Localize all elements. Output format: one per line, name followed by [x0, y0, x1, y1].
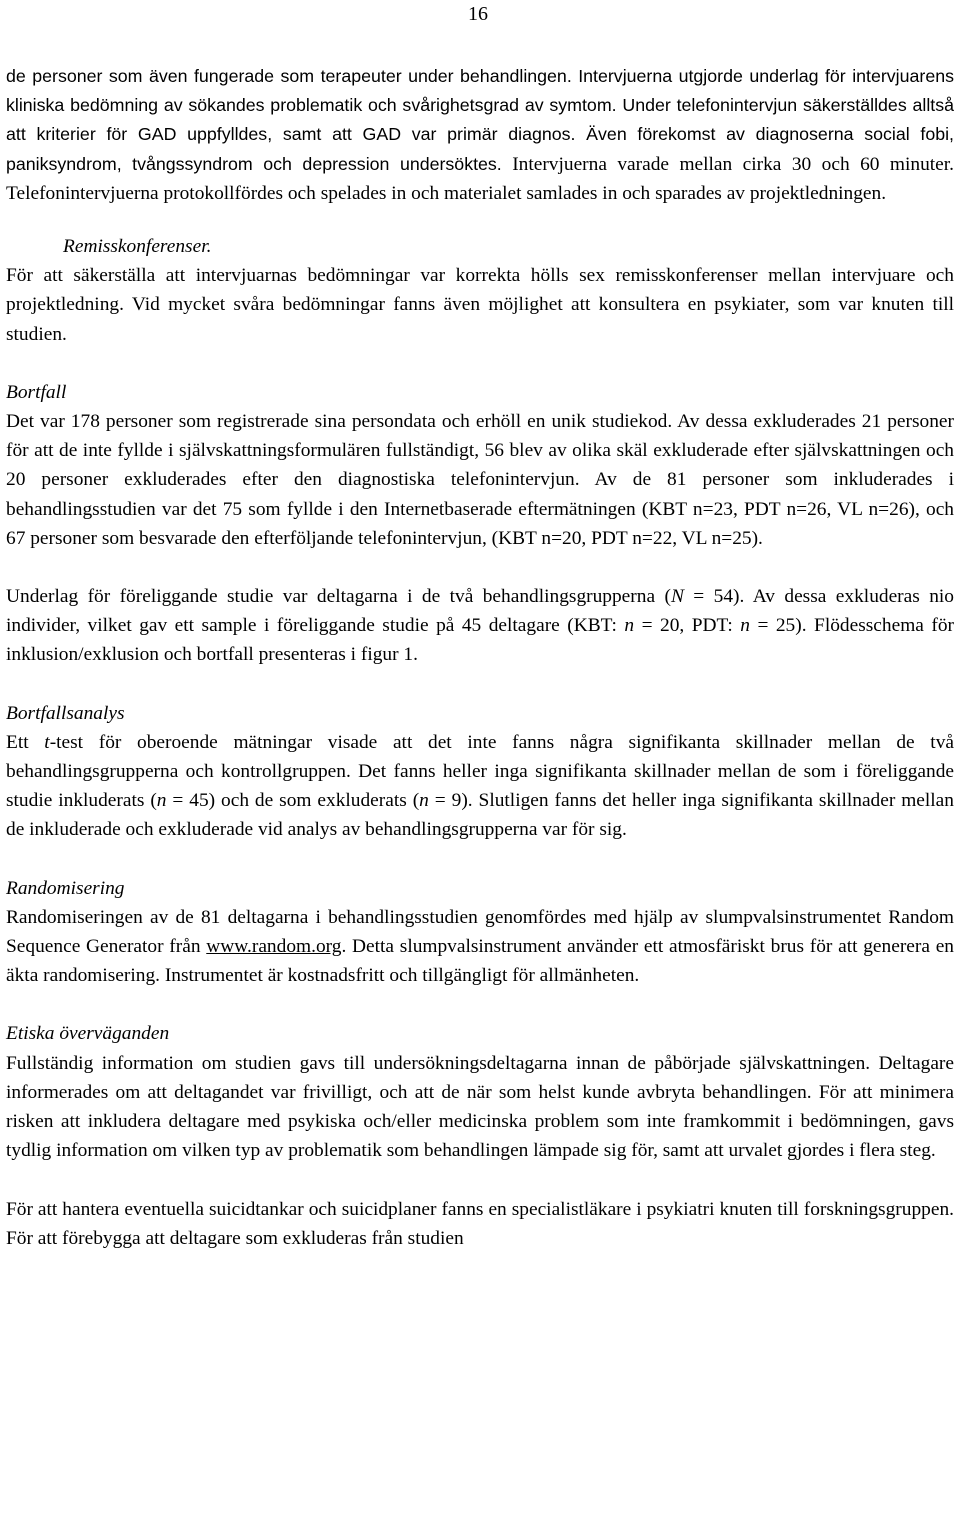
bortfall-heading: Bortfall	[6, 381, 67, 403]
etiska-heading: Etiska överväganden	[6, 1023, 170, 1045]
page-number: 16	[468, 3, 488, 25]
randomisering-paragraph	[6, 903, 954, 991]
intro-sans-text: de personer som även fungerade som terapeuter under behandlingen. Intervjuerna utgjorde underlag för intervjuarens kliniska bedömning av sökandes problematik och svårighetsgrad av symtom. Under telefonintervjun säkerställdes alltså att kriterier för GAD uppfylldes, samt att GAD var primär diagnos. Även förekomst av diagnoserna social fobi, paniksyndrom, tvångssyndrom och depression undersöktes.	[6, 66, 954, 174]
underlag-N: N	[670, 586, 684, 608]
bortfallsanalys-heading: Bortfallsanalys	[6, 702, 125, 724]
randomisering-heading: Randomisering	[6, 877, 125, 899]
remiss-paragraph: För att säkerställa att intervjuarnas bedömningar var korrekta hölls sex remisskonferenser mellan intervjuare och projektledning. Vid mycket svåra bedömningar fanns även möjlighet att konsultera en psykiater, som var knuten till studien.	[6, 265, 954, 345]
intro-serif-text: Intervjuerna varade mellan cirka 30 och 60 minuter. Telefonintervjuerna protokollfördes och spelades in och materialet samlades in och sparades av projektledningen.	[6, 153, 954, 204]
bortfallsanalys-paragraph	[6, 728, 954, 845]
etiska-paragraph: Fullständig information om studien gavs till undersökningsdeltagarna innan de påbörjade självskattningen. Deltagare informerades om att deltagandet var frivilligt, och att de när som helst kunde avbryta behandlingen. För att minimera risken att inkludera deltagare med psykiska och/eller medicinska problem som inte framkommit i bedömningen, gavs tydlig information om vilken typ av problematik som behandlingen lämpade sig för, samt att urvalet gjordes i flera steg.	[6, 1052, 954, 1162]
underlag-text-d: = 25). Flödesschema för inklusion/exklusion och bortfall presenteras i figur 1.	[6, 615, 954, 666]
underlag-n2: n	[740, 615, 750, 637]
underlag-paragraph	[6, 582, 954, 670]
bfa-text-c: = 45) och de som exkluderats (	[166, 790, 420, 812]
bfa-t: t	[44, 731, 50, 753]
rand-text-a: Randomiseringen av de 81 deltagarna i behandlingsstudien genomfördes med hjälp av slumpvalsinstrumentet Random Sequence Generator från	[6, 906, 954, 958]
suicid-paragraph: För att hantera eventuella suicidtankar och suicidplaner fanns en specialistläkare i psykiatri knuten till forskningsgruppen. För att förebygga att deltagare som exkluderas från studien	[6, 1198, 954, 1249]
underlag-text-a: Underlag för föreliggande studie var deltagarna i de två behandlingsgrupperna (	[6, 586, 671, 608]
rand-text-b: . Detta slumpvalsinstrument använder ett atmosfäriskt brus för att generera en äkta randomisering. Instrumentet är kostnadsfritt och tillgängligt för allmänheten.	[6, 936, 955, 987]
bfa-text-d: = 9). Slutligen fanns det heller inga signifikanta skillnader mellan de inkluderade och exkluderade vid analys av behandlingsgrupperna var för sig.	[6, 790, 954, 841]
bortfall-paragraph: Det var 178 personer som registrerade sina persondata och erhöll en unik studiekod. Av dessa exkluderades 21 personer för att de inte fyllde i självskattningsformulären fullständigt, 56 blev av olika skäl exkluderade efter självskattningen och 20 personer exkluderades efter den diagnostiska telefonintervjun. Av de 81 personer som inkluderades i behandlingsstudien var det 75 som fyllde i den Internetbaserade eftermätningen (KBT n=23, PDT n=26, VL n=26), och 67 personer som besvarade den efterföljande telefonintervjun, (KBT n=20, PDT n=22, VL n=25).	[6, 411, 954, 549]
bfa-n1: n	[156, 790, 167, 812]
bfa-n2: n	[419, 790, 429, 812]
bfa-text-b: -test för oberoende mätningar visade att det inte fanns några signifikanta skillnader mellan de två behandlingsgrupperna och kontrollgruppen. Det fanns heller inga signifikanta skillnader mellan de som i föreliggande studie inkluderats (	[6, 731, 954, 812]
document-body	[6, 62, 954, 1253]
remiss-heading: Remisskonferenser.	[63, 236, 212, 258]
intro-paragraph	[6, 62, 954, 208]
underlag-text-c: = 20, PDT:	[634, 615, 741, 637]
underlag-n1: n	[624, 615, 635, 637]
underlag-text-b: = 54). Av dessa exkluderas nio individer, vilket gav ett sample i föreliggande studie på 45 deltagare (KBT:	[6, 586, 954, 637]
bfa-text-a: Ett	[6, 731, 45, 753]
random-org-link[interactable]: www.random.org	[206, 936, 342, 958]
